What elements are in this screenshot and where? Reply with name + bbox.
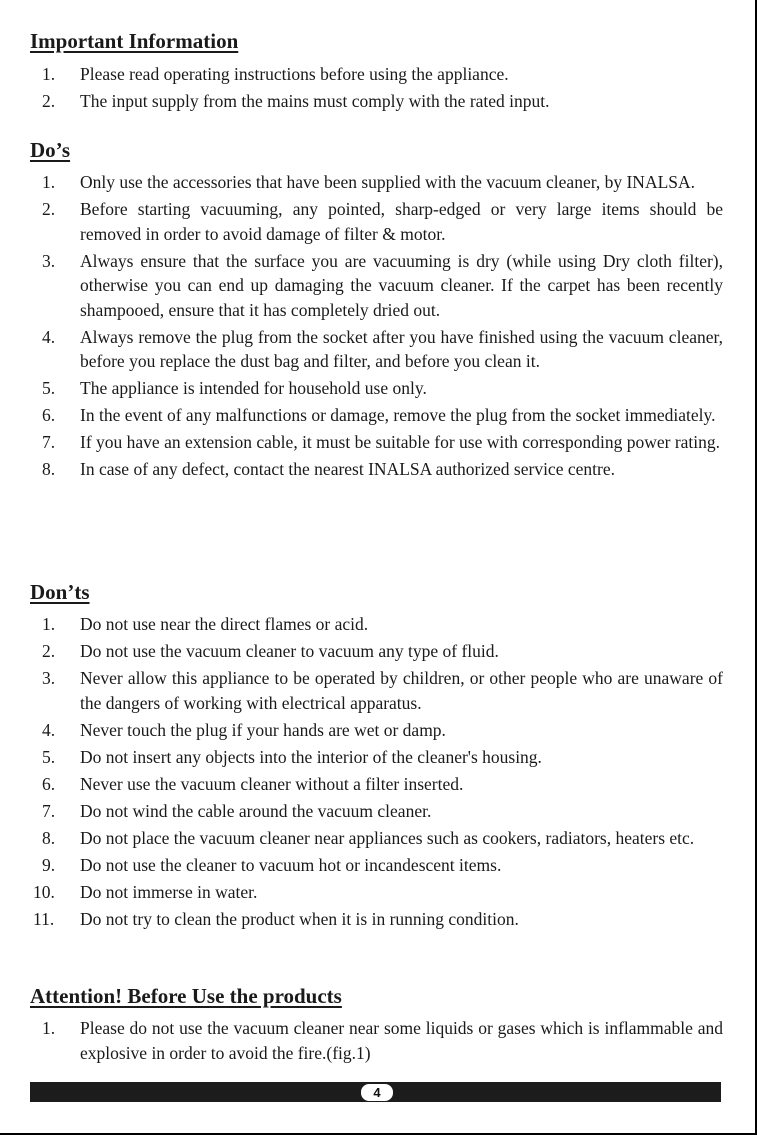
list-item xyxy=(0,249,757,323)
list-item-number: 4. xyxy=(42,719,56,740)
list-item-text: Do not use the cleaner to vacuum hot or incandescent items. xyxy=(80,854,502,875)
list-item xyxy=(0,826,757,851)
list-item-number: 10. xyxy=(33,881,55,902)
list-item-text: Always ensure that the surface you are vacuuming is dry (while using Dry cloth filter), otherwise you can end up damaging the vacuum cleaner. If the carpet has been recently shampooed, ensure that it has completely dried out. xyxy=(80,250,723,320)
list-item-number: 2. xyxy=(42,91,56,111)
list-item-text: Always remove the plug from the socket after you have finished using the vacuum cleaner, before you replace the dust bag and filter, and before you clean it. xyxy=(80,326,723,371)
dos-list xyxy=(0,170,757,484)
list-item-number: 9. xyxy=(42,854,56,875)
list-item-number: 4. xyxy=(42,326,56,347)
list-item-text: Only use the accessories that have been supplied with the vacuum cleaner, by INALSA. xyxy=(80,172,696,192)
list-item-text: Please read operating instructions before using the appliance. xyxy=(80,64,509,84)
list-item-text: Please do not use the vacuum cleaner near some liquids or gases which is inflammable and explosive in order to avoid the fire.(fig.1) xyxy=(80,1018,723,1063)
page-number: 4 xyxy=(360,1083,394,1102)
list-item-text: Never allow this appliance to be operated by children, or other people who are unaware of the dangers of working with electrical apparatus. xyxy=(80,668,723,713)
list-item xyxy=(0,907,757,932)
attention-list xyxy=(0,1016,757,1068)
list-item-number: 7. xyxy=(42,432,56,452)
list-item xyxy=(0,89,757,114)
list-item-text: Do not use near the direct flames or acid. xyxy=(80,614,369,634)
list-item-number: 2. xyxy=(42,199,56,219)
list-item xyxy=(0,170,757,195)
attention-heading: Attention! Before Use the products xyxy=(30,984,342,1008)
list-item xyxy=(0,457,757,482)
list-item xyxy=(0,799,757,824)
list-item-number: 3. xyxy=(42,250,56,271)
list-item-number: 8. xyxy=(42,459,56,479)
list-item-number: 1. xyxy=(42,614,56,634)
list-item xyxy=(0,666,757,715)
list-item-text: Do not wind the cable around the vacuum cleaner. xyxy=(80,800,432,821)
list-item xyxy=(0,639,757,664)
list-item-number: 2. xyxy=(42,641,56,661)
important-info-list xyxy=(0,62,757,116)
list-item-text: Do not place the vacuum cleaner near appliances such as cookers, radiators, heaters etc. xyxy=(80,827,695,848)
list-item xyxy=(0,718,757,743)
list-item-number: 8. xyxy=(42,827,56,848)
list-item-text: Do not immerse in water. xyxy=(80,881,258,902)
list-item-number: 11. xyxy=(33,908,55,929)
list-item-number: 5. xyxy=(42,746,56,767)
list-item-text: Do not insert any objects into the interior of the cleaner's housing. xyxy=(80,746,542,767)
list-item xyxy=(0,62,757,87)
list-item-text: If you have an extension cable, it must be suitable for use with corresponding power rating. xyxy=(80,432,721,452)
donts-list xyxy=(0,612,757,934)
list-item-number: 1. xyxy=(42,64,56,84)
important-info-heading: Important Information xyxy=(30,29,239,53)
list-item-text: Do not try to clean the product when it is in running condition. xyxy=(80,908,519,929)
list-item xyxy=(0,880,757,905)
list-item xyxy=(0,745,757,770)
list-item-number: 6. xyxy=(42,405,56,425)
list-item-number: 7. xyxy=(42,800,56,821)
list-item-text: In the event of any malfunctions or damage, remove the plug from the socket immediately. xyxy=(80,405,716,425)
list-item-text: Do not use the vacuum cleaner to vacuum any type of fluid. xyxy=(80,641,499,661)
list-item xyxy=(0,1016,757,1065)
list-item xyxy=(0,853,757,878)
list-item-number: 1. xyxy=(42,1018,56,1038)
list-item xyxy=(0,325,757,374)
list-item xyxy=(0,772,757,797)
donts-heading: Don’ts xyxy=(30,580,90,604)
list-item xyxy=(0,430,757,455)
list-item xyxy=(0,403,757,428)
list-item-text: Never touch the plug if your hands are wet or damp. xyxy=(80,719,446,740)
list-item-text: In case of any defect, contact the nearest INALSA authorized service centre. xyxy=(80,459,615,479)
list-item xyxy=(0,376,757,401)
list-item xyxy=(0,612,757,637)
list-item-number: 5. xyxy=(42,378,56,398)
dos-heading: Do’s xyxy=(30,138,71,162)
list-item-number: 1. xyxy=(42,172,56,192)
list-item-text: The appliance is intended for household use only. xyxy=(80,378,427,398)
list-item-text: Never use the vacuum cleaner without a filter inserted. xyxy=(80,773,464,794)
list-item-text: Before starting vacuuming, any pointed, sharp-edged or very large items should be removed in order to avoid damage of filter & motor. xyxy=(80,199,723,244)
list-item xyxy=(0,197,757,246)
list-item-number: 6. xyxy=(42,773,56,794)
list-item-text: The input supply from the mains must comply with the rated input. xyxy=(80,91,550,111)
list-item-number: 3. xyxy=(42,668,56,688)
